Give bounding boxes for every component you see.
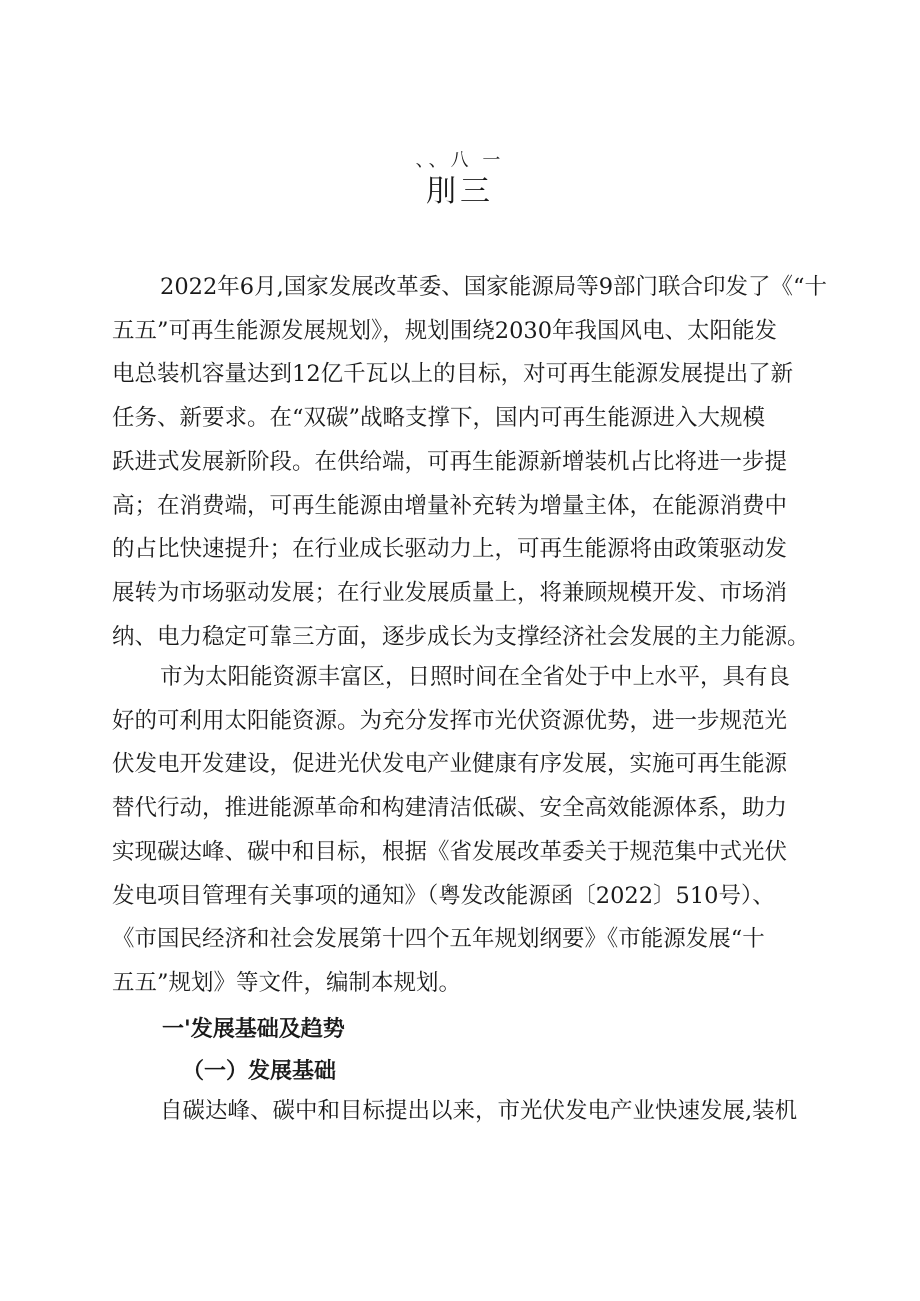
text-line: 《市国民经济和社会发展第十四个五年规划纲要》《市能源发展“十 (112, 926, 765, 953)
subsection-heading: （一）发展基础 (182, 1059, 337, 1084)
text-line: 替代行动，推进能源革命和构建清洁低碳、安全高效能源体系，助力 (112, 795, 788, 822)
text-line: 发电项目管理有关事项的通知》（粤发改能源函〔2022〕510号）、 (112, 882, 775, 909)
text-line: 市为太阳能资源丰富区，日照时间在全省处于中上水平，具有良 (160, 664, 791, 690)
text-line: 2022年6月,国家发展改革委、国家能源局等9部门联合印发了《“十 (160, 274, 828, 300)
text-line: 的占比快速提升；在行业成长驱动力上，可再生能源将由政策驱动发 (112, 536, 788, 563)
text-line: 跃进式发展新阶段。在供给端，可再生能源新增装机占比将进一步提 (112, 448, 788, 475)
text-line: 电总装机容量达到12亿千瓦以上的目标，对可再生能源发展提出了新 (112, 361, 794, 388)
title-fragment: 、、八 一 (415, 150, 505, 171)
text-line: 实现碳达峰、碳中和目标，根据《省发展改革委关于规范集中式光伏 (112, 838, 788, 865)
text-line: 好的可利用太阳能资源。为充分发挥市光伏资源优势，进一步规范光 (112, 707, 788, 734)
paragraph-city (112, 656, 812, 1006)
text-line: 自碳达峰、碳中和目标提出以来，市光伏发电产业快速发展,装机 (160, 1098, 798, 1124)
page-title: 刖三 (426, 174, 494, 209)
paragraph-intro (112, 266, 828, 659)
text-line: 伏发电开发建设，促进光伏发电产业健康有序发展，实施可再生能源 (112, 751, 788, 778)
text-line: 展转为市场驱动发展；在行业发展质量上，将兼顾规模开发、市场消 (112, 579, 788, 606)
text-line: 任务、新要求。在“双碳”战略支撑下，国内可再生能源进入大规模 (112, 405, 766, 432)
section-heading: 一'发展基础及趋势 (162, 1017, 345, 1042)
text-line: 五五”可再生能源发展规划》，规划围绕2030年我国风电、太阳能发 (112, 317, 778, 344)
text-line: 高；在消费端，可再生能源由增量补充转为增量主体，在能源消费中 (112, 492, 788, 519)
text-line: 纳、电力稳定可靠三方面，逐步成长为支撑经济社会发展的主力能源。 (112, 623, 810, 650)
text-line: 五五”规划》等文件，编制本规划。 (112, 969, 462, 996)
paragraph-basis (112, 1090, 812, 1134)
